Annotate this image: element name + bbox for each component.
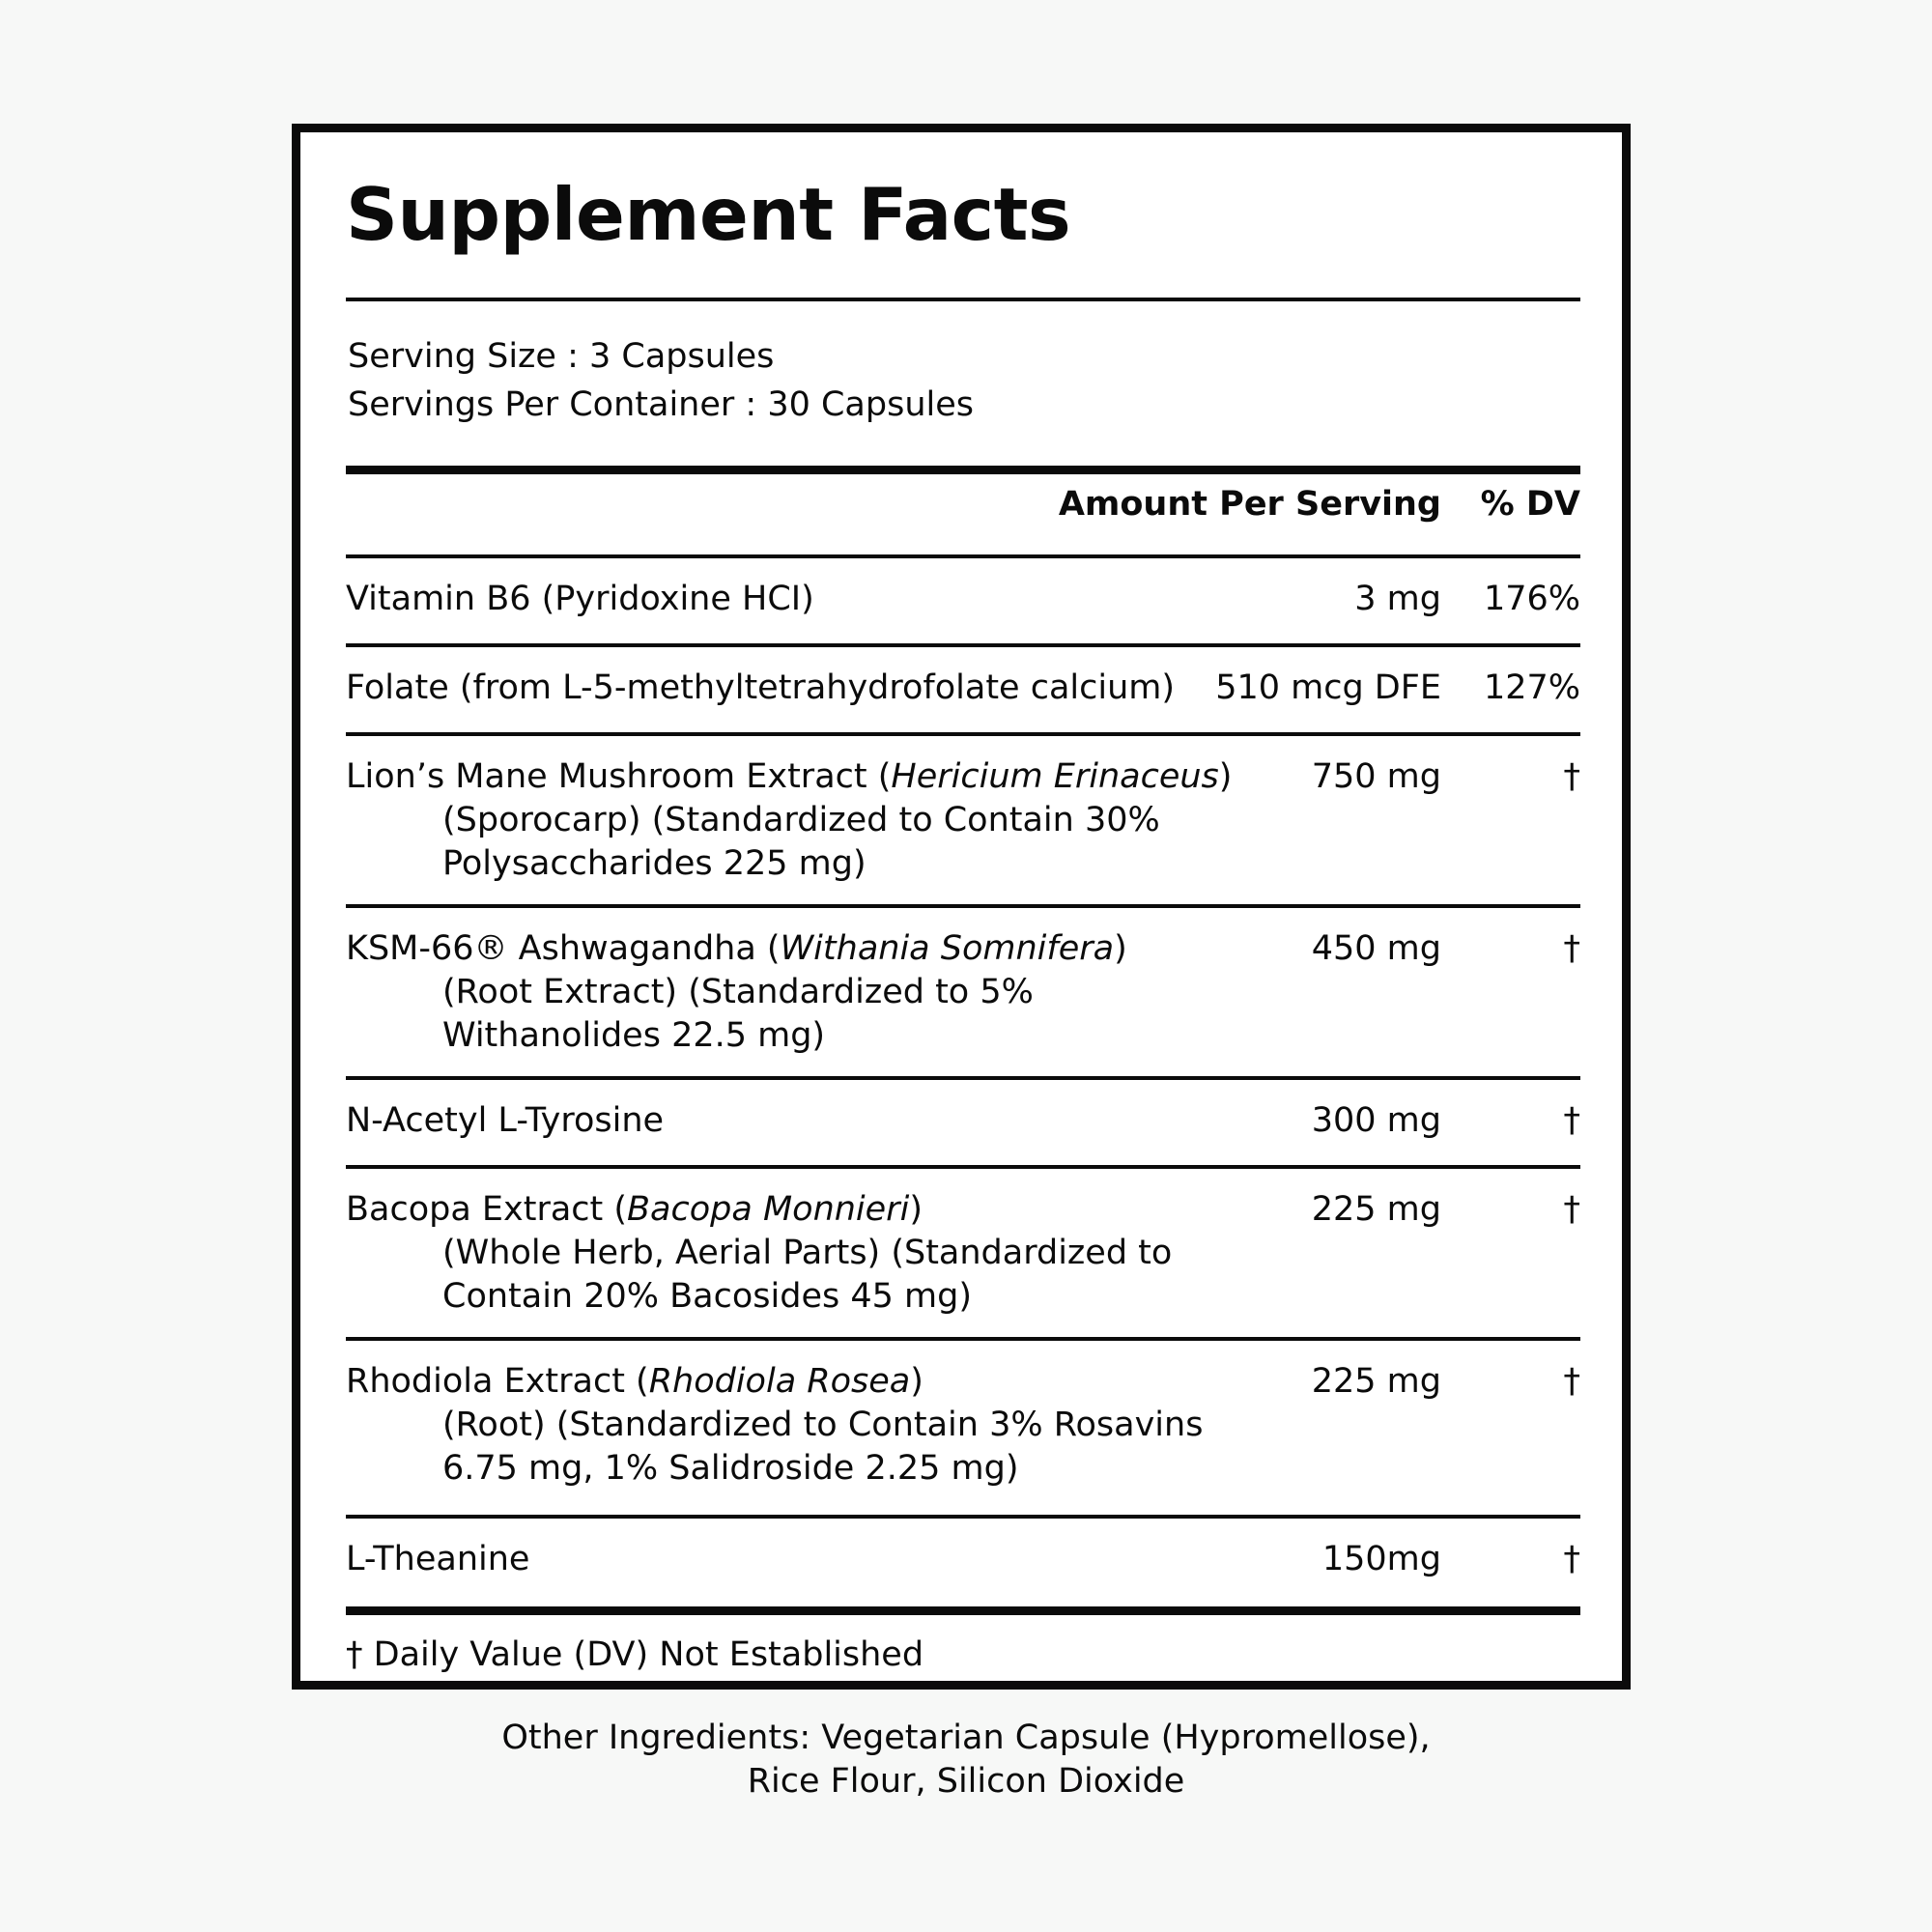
divider — [346, 1337, 1580, 1341]
ingredient-detail: (Sporocarp) (Standardized to Contain 30% — [442, 801, 1160, 839]
ingredient-name-text: ) — [1218, 757, 1233, 796]
ingredient-dv: † — [1563, 757, 1580, 796]
ingredient-latin-name: Bacopa Monnieri — [627, 1190, 910, 1229]
ingredient-amount: 510 mcg DFE — [1215, 668, 1441, 707]
ingredient-name-text: Bacopa Extract ( — [346, 1190, 628, 1229]
ingredient-latin-name: Hericium Erinaceus — [891, 757, 1219, 796]
ingredient-name — [346, 1188, 1302, 1232]
ingredient-name: Vitamin B6 (Pyridoxine HCI) — [346, 580, 814, 618]
amount-column-header: Amount Per Serving — [1058, 485, 1441, 524]
column-header — [346, 485, 1580, 537]
ingredient-detail: (Root) (Standardized to Contain 3% Rosavins — [442, 1406, 1204, 1444]
ingredient-name-text: ) — [1114, 929, 1127, 968]
ingredient-name: L-Theanine — [346, 1540, 530, 1578]
ingredient-amount: 225 mg — [1311, 1190, 1441, 1229]
ingredient-amount: 150mg — [1321, 1540, 1441, 1578]
ingredient-amount: 3 mg — [1354, 580, 1441, 618]
ingredient-dv: 176% — [1483, 580, 1580, 618]
page-title: Supplement Facts — [346, 172, 1071, 257]
ingredient-name-text: Lion’s Mane Mushroom Extract ( — [346, 757, 892, 796]
ingredient-detail: (Whole Herb, Aerial Parts) (Standardized to — [442, 1234, 1173, 1272]
ingredient-detail: Withanolides 22.5 mg) — [442, 1016, 826, 1055]
divider — [346, 554, 1580, 558]
ingredient-name-text: ) — [910, 1362, 923, 1401]
thick-divider — [346, 466, 1580, 474]
ingredient-dv: † — [1563, 1540, 1580, 1578]
ingredient-dv: † — [1563, 1190, 1580, 1229]
ingredient-name-text: ) — [909, 1190, 923, 1229]
other-ingredients — [290, 1717, 1642, 1804]
dv-footnote: † Daily Value (DV) Not Established — [346, 1635, 924, 1674]
ingredient-name: N-Acetyl L-Tyrosine — [346, 1101, 665, 1140]
ingredient-name-block — [346, 1188, 1302, 1319]
ingredient-amount: 300 mg — [1311, 1101, 1441, 1140]
ingredient-dv: † — [1563, 929, 1580, 968]
divider — [346, 643, 1580, 647]
divider — [346, 904, 1580, 908]
serving-info — [348, 332, 974, 429]
servings-per-container: Servings Per Container : 30 Capsules — [348, 385, 974, 424]
supplement-facts-content — [346, 132, 1580, 1681]
other-ingredients-line: Other Ingredients: Vegetarian Capsule (Hypromellose), — [501, 1719, 1431, 1757]
ingredient-name: Folate (from L-5-methyltetrahydrofolate calcium) — [346, 668, 1176, 707]
ingredient-name-block — [346, 755, 1302, 886]
other-ingredients-line: Rice Flour, Silicon Dioxide — [747, 1762, 1185, 1801]
divider — [346, 1076, 1580, 1080]
ingredient-detail: 6.75 mg, 1% Salidroside 2.25 mg) — [442, 1449, 1019, 1488]
ingredient-name — [346, 927, 1302, 971]
ingredient-dv: 127% — [1483, 668, 1580, 707]
ingredient-detail: Polysaccharides 225 mg) — [442, 844, 867, 883]
ingredient-name-block — [346, 927, 1302, 1058]
supplement-facts-panel — [292, 124, 1631, 1690]
divider — [346, 732, 1580, 736]
ingredient-detail: Contain 20% Bacosides 45 mg) — [442, 1277, 972, 1316]
ingredient-detail: (Root Extract) (Standardized to 5% — [442, 973, 1034, 1011]
serving-size: Serving Size : 3 Capsules — [348, 337, 775, 376]
dv-column-header: % DV — [1480, 485, 1580, 524]
divider — [346, 1165, 1580, 1169]
ingredient-amount: 450 mg — [1311, 929, 1441, 968]
ingredient-latin-name: Withania Somnifera — [780, 929, 1115, 968]
divider — [346, 298, 1580, 301]
ingredient-dv: † — [1563, 1101, 1580, 1140]
ingredient-name — [346, 755, 1302, 799]
thick-divider — [346, 1606, 1580, 1615]
ingredient-name-text: KSM-66® Ashwagandha ( — [346, 929, 781, 968]
ingredient-name-block — [346, 1360, 1302, 1491]
ingredient-amount: 750 mg — [1311, 757, 1441, 796]
ingredient-dv: † — [1563, 1362, 1580, 1401]
ingredient-latin-name: Rhodiola Rosea — [648, 1362, 911, 1401]
divider — [346, 1515, 1580, 1519]
ingredient-amount: 225 mg — [1311, 1362, 1441, 1401]
ingredient-name-text: Rhodiola Extract ( — [346, 1362, 649, 1401]
ingredient-name — [346, 1360, 1302, 1404]
